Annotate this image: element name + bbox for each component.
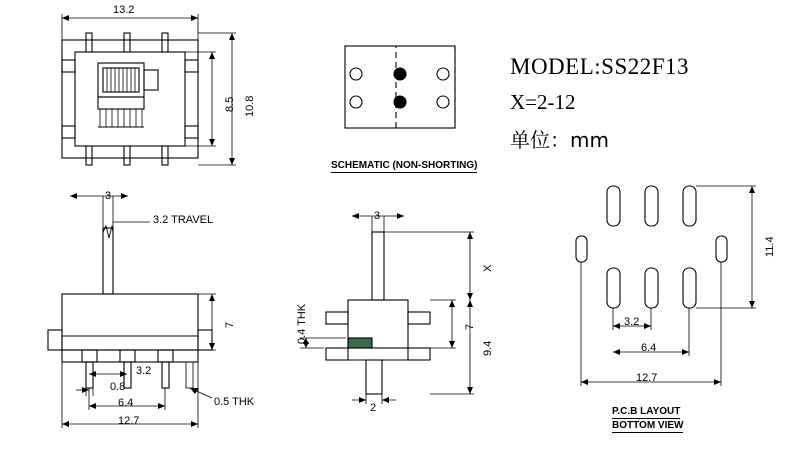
dim-side-total-height: 9.4	[482, 340, 494, 356]
dim-pcb-pitch: 3.2	[624, 316, 640, 328]
pcb-caption-line2: BOTTOM VIEW	[612, 420, 684, 431]
dim-top-outer-height: 10.8	[244, 95, 256, 117]
dim-top-inner-height: 8.5	[224, 96, 236, 112]
label-travel: 3.2 TRAVEL	[153, 214, 214, 226]
dim-front-pin-span: 6.4	[118, 397, 134, 409]
dim-front-total-width: 12.7	[118, 415, 140, 427]
dim-front-thickness: 0.5 THK	[214, 396, 255, 408]
model-label: MODEL:SS22F13	[510, 54, 690, 79]
dim-pcb-span: 6.4	[641, 342, 657, 354]
dim-side-plate-thk: 0.4 THK	[296, 303, 308, 344]
dim-front-pin-pitch: 3.2	[136, 365, 152, 377]
dim-side-pin-width: 2	[370, 402, 377, 414]
pcb-caption-line1: P.C.B LAYOUT	[612, 406, 681, 417]
dim-pcb-width: 12.7	[636, 372, 658, 384]
dim-front-body-height: 7	[224, 321, 236, 328]
x-range-label: X=2-12	[510, 90, 576, 114]
dim-side-body-height: 7	[464, 323, 476, 330]
dim-top-width: 13.2	[113, 4, 135, 16]
dim-pcb-height: 11.4	[764, 236, 776, 257]
dim-side-stem-height: X	[482, 264, 494, 272]
dim-side-actuator-width: 3	[374, 210, 381, 222]
dim-front-actuator-width: 3	[105, 190, 112, 202]
dim-front-pin-width: 0.8	[110, 381, 126, 393]
units-label: 单位：mm	[510, 128, 609, 152]
schematic-caption: SCHEMATIC (NON-SHORTING)	[331, 160, 478, 171]
